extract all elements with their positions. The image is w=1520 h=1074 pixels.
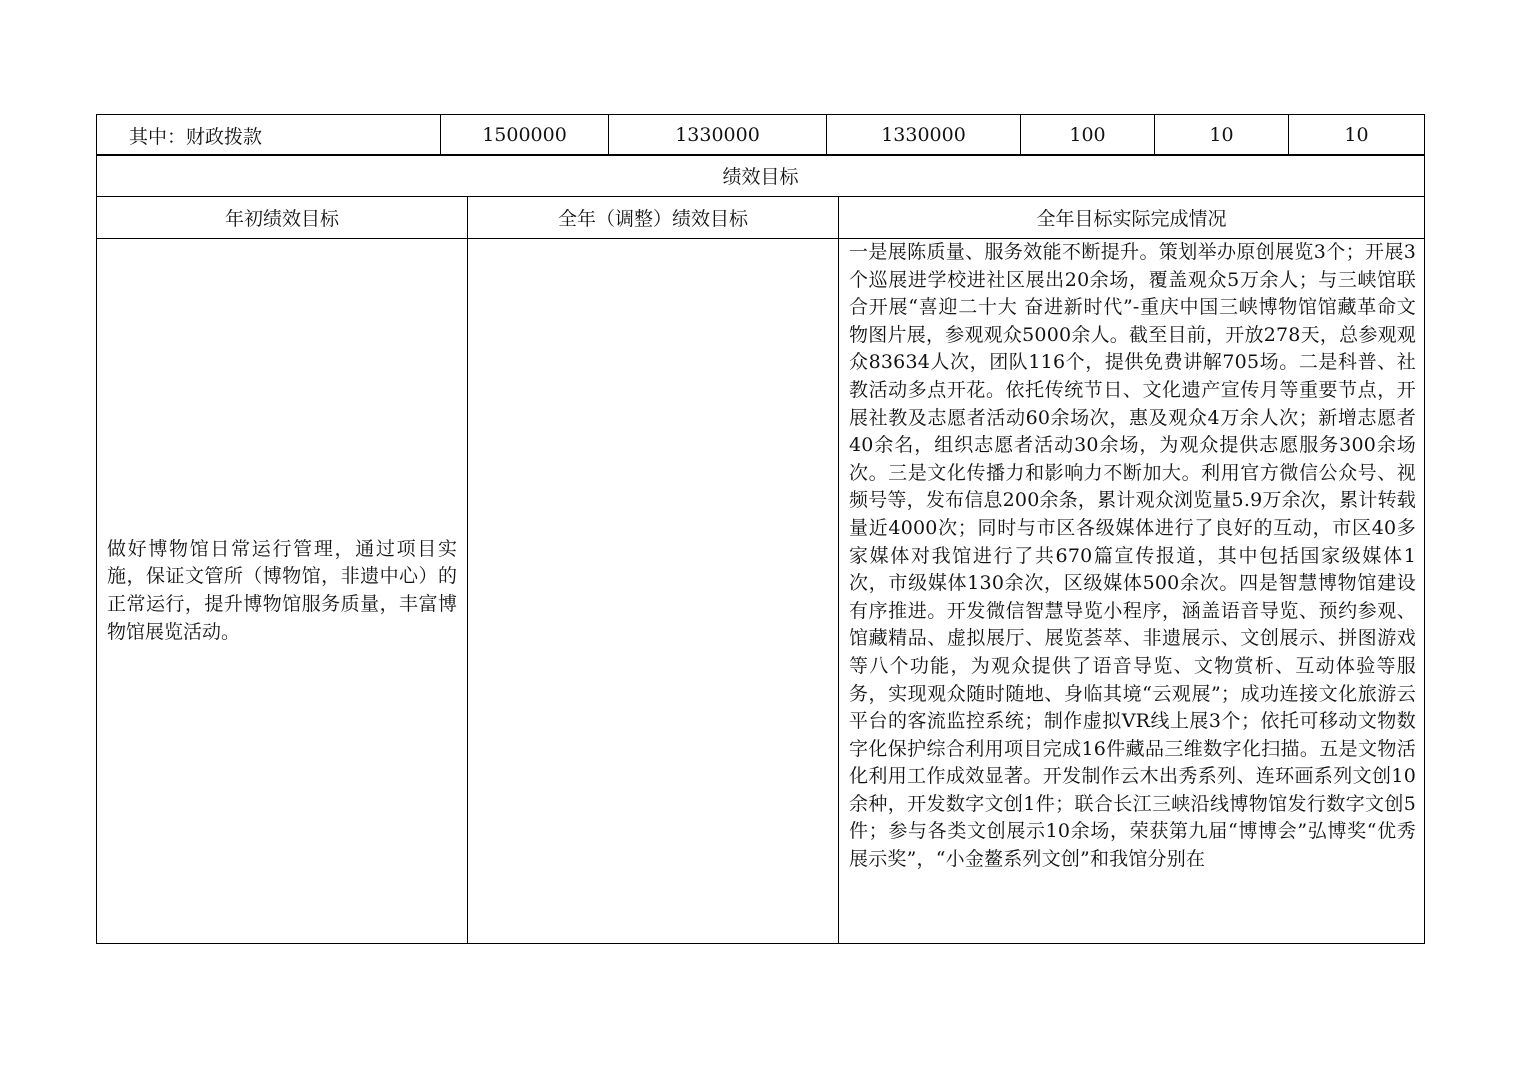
actual-completion-cell (839, 239, 1425, 944)
funding-cell-annual-budget: 1500000 (441, 115, 609, 156)
funding-cell-weight: 10 (1155, 115, 1289, 156)
funding-row (97, 115, 1425, 156)
funding-cell-execution-rate: 100 (1021, 115, 1155, 156)
funding-table (96, 114, 1425, 156)
initial-goal-cell (97, 239, 468, 944)
goals-section-title: 绩效目标 (97, 155, 1425, 197)
initial-goal-text: 做好博物馆日常运行管理，通过项目实施，保证文管所（博物馆，非遗中心）的正常运行，提升博物馆服务质量，丰富博物馆展览活动。 (107, 537, 457, 643)
funding-row-label: 其中：财政拨款 (97, 115, 441, 156)
funding-cell-score: 10 (1289, 115, 1425, 156)
adjusted-goal-cell (468, 239, 839, 944)
header-initial-goal: 年初绩效目标 (97, 197, 468, 239)
funding-cell-adjusted-budget: 1330000 (609, 115, 827, 156)
performance-goals-table (96, 154, 1425, 944)
header-actual-completion: 全年目标实际完成情况 (839, 197, 1425, 239)
funding-cell-executed: 1330000 (827, 115, 1021, 156)
header-adjusted-goal: 全年（调整）绩效目标 (468, 197, 839, 239)
actual-completion-text: 一是展陈质量、服务效能不断提升。策划举办原创展览3个；开展3个巡展进学校进社区展出20余场，覆盖观众5万余人；与三峡馆联合开展“喜迎二十大 奋进新时代”-重庆中国三峡博物馆馆藏革命文物图片展，参观观众5000余人。截至目前，开放278天，总参观观众83634人次，团队116个，提供免费讲解705场。二是科普、社教活动多点开花。依托传统节日、文化遗产宣传月等重要节点，开展社教及志愿者活动60余场次，惠及观众4万余人次；新增志愿者40余名，组织志愿者活动30余场，为观众提供志愿服务300余场次。三是文化传播力和影响力不断加大。利用官方微信公众号、视频号等，发布信息200余条，累计观众浏览量5.9万余次，累计转载量近4000次；同时与市区各级媒体进行了良好的互动，市区40多家媒体对我馆进行了共670篇宣传报道，其中包括国家级媒体1次，市级媒体130余次，区级媒体500余次。四是智慧博物馆建设有序推进。开发微信智慧导览小程序，涵盖语音导览、预约参观、馆藏精品、虚拟展厅、展览荟萃、非遗展示、文创展示、拼图游戏等八个功能，为观众提供了语音导览、文物赏析、互动体验等服务，实现观众随时随地、身临其境“云观展”；成功连接文化旅游云平台的客流监控系统；制作虚拟VR线上展3个；依托可移动文物数字化保护综合利用项目完成16件藏品三维数字化扫描。五是文物活化利用工作成效显著。开发制作云木出秀系列、连环画系列文创10余种，开发数字文创1件；联合长江三峡沿线博物馆发行数字文创5件；参与各类文创展示10余场，荣获第九届“博博会”弘博奖“优秀展示奖”，“小金鳌系列文创”和我馆分别在 (849, 241, 1416, 871)
goals-header-row (97, 197, 1425, 239)
goals-title-row (97, 155, 1425, 197)
goals-body-row (97, 239, 1425, 944)
